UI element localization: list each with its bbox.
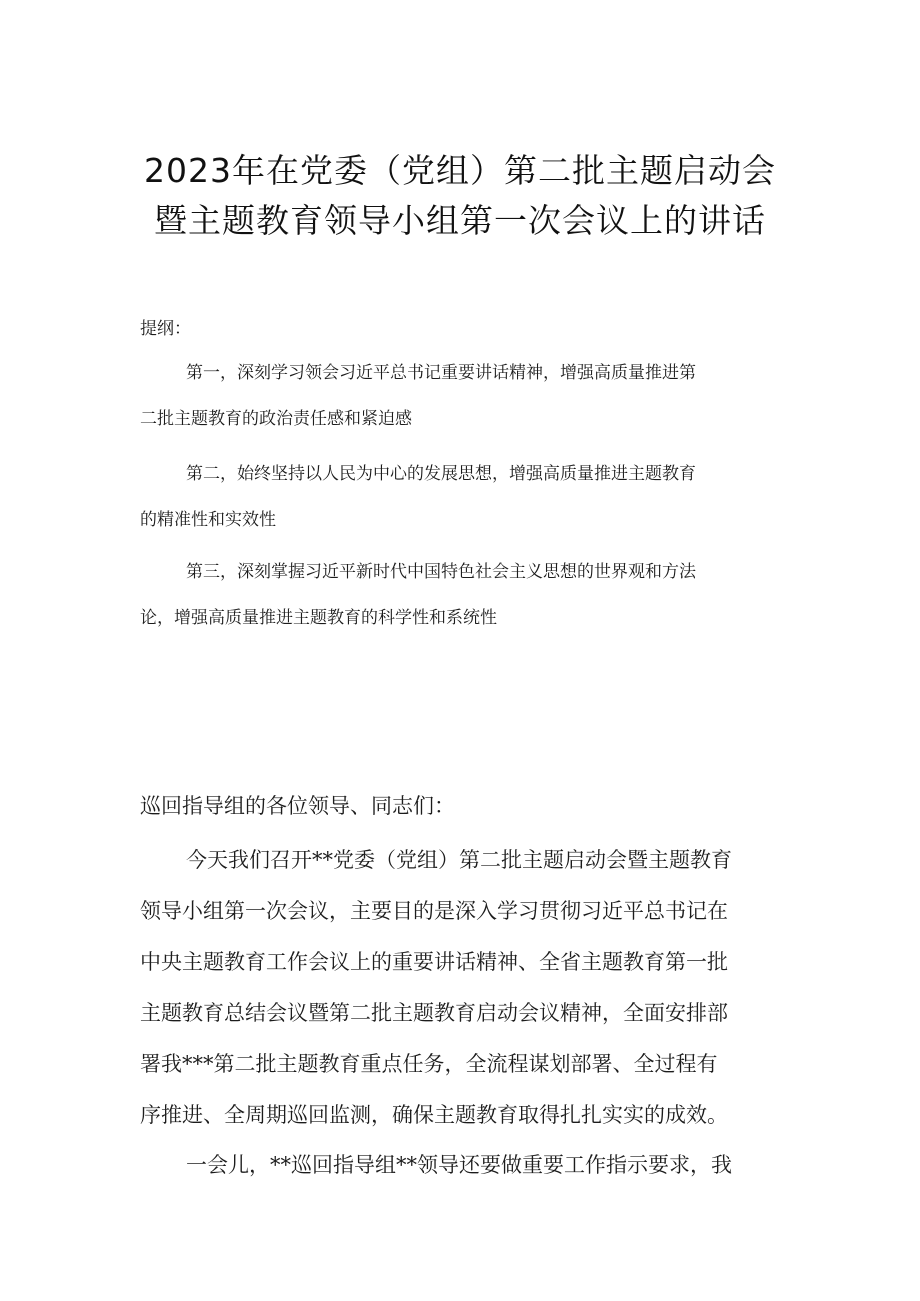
paragraph-line: 领导小组第一次会议，主要目的是深入学习贯彻习近平总书记在 xyxy=(140,899,728,923)
outline-item-3-line-1: 第三，深刻掌握习近平新时代中国特色社会主义思想的世界观和方法 xyxy=(186,562,696,582)
document-title-line-2: 暨主题教育领导小组第一次会议上的讲话 xyxy=(154,201,766,240)
outline-item-2-line-1: 第二，始终坚持以人民为中心的发展思想，增强高质量推进主题教育 xyxy=(186,464,696,484)
outline-item-1-line-2: 二批主题教育的政治责任感和紧迫感 xyxy=(140,409,412,429)
outline-label: 提纲： xyxy=(140,319,191,339)
paragraph-line: 序推进、全周期巡回监测，确保主题教育取得扎扎实实的成效。 xyxy=(140,1103,728,1127)
paragraph-line: 署我***第二批主题教育重点任务，全流程谋划部署、全过程有 xyxy=(140,1052,718,1076)
salutation: 巡回指导组的各位领导、同志们： xyxy=(140,794,455,818)
document-title-line-1: 2023年在党委（党组）第二批主题启动会 xyxy=(144,151,776,190)
outline-item-1-line-1: 第一，深刻学习领会习近平总书记重要讲话精神，增强高质量推进第 xyxy=(186,363,696,383)
paragraph-line: 今天我们召开**党委（党组）第二批主题启动会暨主题教育 xyxy=(186,848,732,872)
outline-item-2 xyxy=(140,451,790,543)
body-paragraph-1 xyxy=(140,835,790,1141)
paragraph-line: 主题教育总结会议暨第二批主题教育启动会议精神，全面安排部 xyxy=(140,1001,728,1025)
paragraph-line: 一会儿，**巡回指导组**领导还要做重要工作指示要求，我 xyxy=(186,1153,732,1177)
paragraph-line: 中央主题教育工作会议上的重要讲话精神、全省主题教育第一批 xyxy=(140,950,728,974)
body-paragraph-2 xyxy=(140,1140,790,1191)
outline-item-1 xyxy=(140,350,790,442)
outline-item-2-line-2: 的精准性和实效性 xyxy=(140,510,276,530)
outline-item-3-line-2: 论，增强高质量推进主题教育的科学性和系统性 xyxy=(140,608,497,628)
outline-item-3 xyxy=(140,549,790,641)
